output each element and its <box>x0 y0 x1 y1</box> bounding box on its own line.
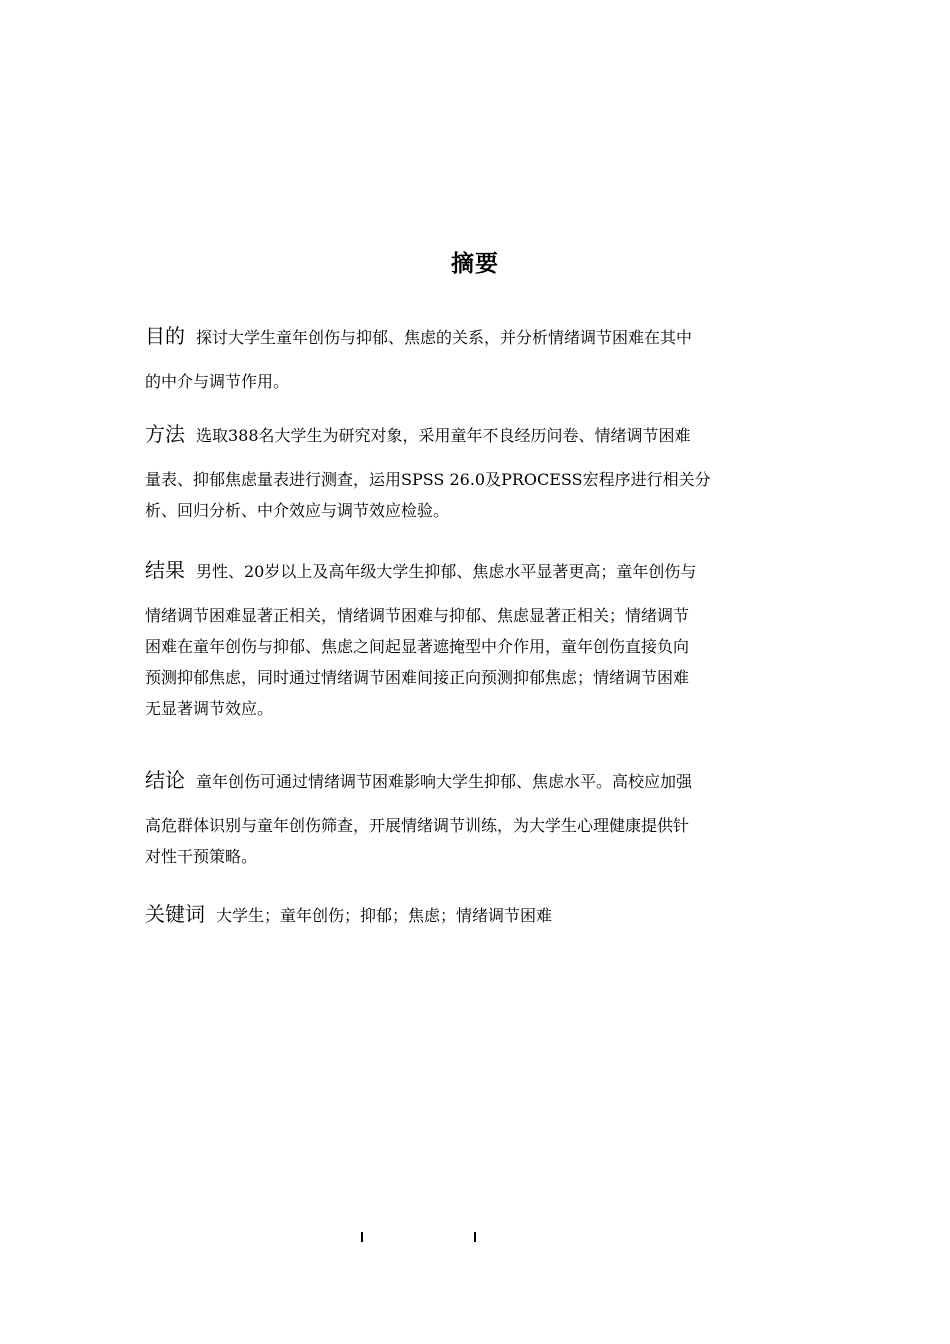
keywords-line <box>145 900 800 928</box>
keywords-section <box>145 900 800 928</box>
objective-line-2: 的中介与调节作用。 <box>145 372 290 391</box>
method-text: 选取388名大学生为研究对象，采用童年不良经历问卷、情绪调节困难 <box>196 426 691 445</box>
footer-page-mark-right <box>474 1232 476 1242</box>
results-label: 结果 <box>145 558 185 582</box>
objective-text: 探讨大学生童年创伤与抑郁、焦虑的关系，并分析情绪调节困难在其中 <box>196 328 693 347</box>
results-line-3: 困难在童年创伤与抑郁、焦虑之间起显著遮掩型中介作用，童年创伤直接负向 <box>145 637 690 656</box>
method-line-3: 析、回归分析、中介效应与调节效应检验。 <box>145 501 450 520</box>
page-title: 摘要 <box>451 251 499 277</box>
conclusion-line-2: 高危群体识别与童年创伤筛查，开展情绪调节训练，为大学生心理健康提供针 <box>145 816 690 835</box>
footer-page-mark-left <box>361 1232 363 1242</box>
results-section <box>145 556 800 719</box>
results-line-5: 无显著调节效应。 <box>145 699 274 718</box>
method-section <box>145 420 800 521</box>
method-line-1 <box>145 420 800 448</box>
results-line-4: 预测抑郁焦虑，同时通过情绪调节困难间接正向预测抑郁焦虑；情绪调节困难 <box>145 668 690 687</box>
keywords-label: 关键词 <box>145 902 205 926</box>
objective-label: 目的 <box>145 324 185 348</box>
keywords-text: 大学生；童年创伤；抑郁；焦虑；情绪调节困难 <box>216 906 553 925</box>
objective-line-1 <box>145 322 800 350</box>
method-label: 方法 <box>145 422 185 446</box>
conclusion-label: 结论 <box>145 768 185 792</box>
conclusion-line-3: 对性干预策略。 <box>145 847 258 866</box>
conclusion-line-1 <box>145 766 800 794</box>
results-line-1 <box>145 556 800 584</box>
method-line-2: 量表、抑郁焦虑量表进行测查，运用SPSS 26.0及PROCESS宏程序进行相关分 <box>145 470 711 489</box>
conclusion-section <box>145 766 800 867</box>
objective-section <box>145 322 800 392</box>
results-line-2: 情绪调节困难显著正相关，情绪调节困难与抑郁、焦虑显著正相关；情绪调节 <box>145 606 690 625</box>
conclusion-text: 童年创伤可通过情绪调节困难影响大学生抑郁、焦虑水平。高校应加强 <box>196 772 693 791</box>
results-text: 男性、20岁以上及高年级大学生抑郁、焦虑水平显著更高；童年创伤与 <box>196 562 697 581</box>
